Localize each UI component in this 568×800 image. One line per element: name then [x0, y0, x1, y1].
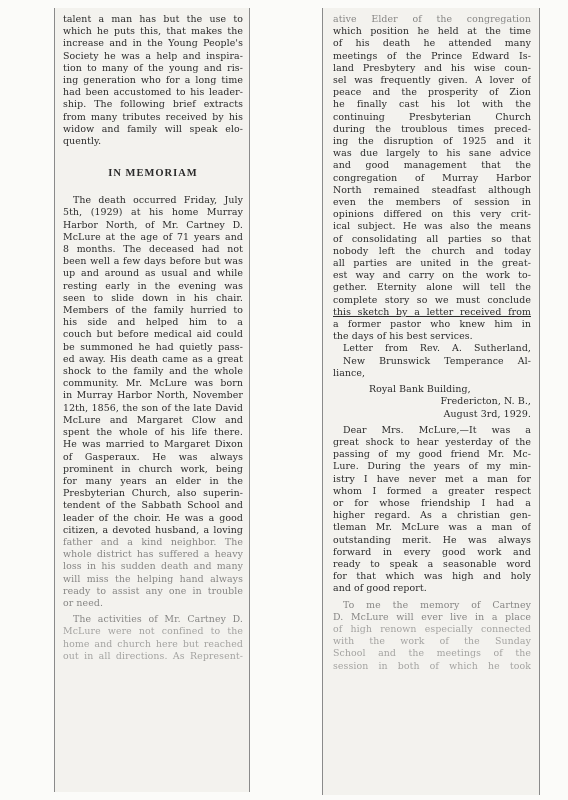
text-line: continuing Presbyterian Church [333, 111, 531, 123]
text-line: passing of my good friend Mr. Mc- [333, 449, 531, 461]
text-line: School and the meetings of the [333, 648, 531, 660]
activities-paragraph [63, 614, 243, 663]
text-line: from many tributes received by his [63, 111, 243, 123]
text-line: ed away. His death came as a great [63, 353, 243, 365]
text-line: To me the memory of Cartney [343, 599, 531, 611]
text-line: istry I have never met a man for [333, 473, 531, 485]
memory-paragraph [333, 600, 531, 673]
text-line: or need. [63, 597, 104, 609]
text-line: McLure at the age of 71 years and [63, 231, 243, 243]
text-line: even the members of session in [333, 197, 531, 209]
text-line: great shock to hear yesterday of the [333, 436, 531, 448]
text-line: North remained steadfast although [333, 184, 531, 196]
text-line: outstanding merit. He was always [333, 534, 531, 546]
text-line: whole district has suffered a heavy [63, 549, 243, 561]
text-line: widow and family will speak elo- [63, 123, 243, 135]
text-line: D. McLure will ever live in a place [333, 611, 531, 623]
text-line: forward in every good work and [333, 546, 531, 558]
text-line: and good management that the [333, 160, 531, 172]
text-line: father and a kind neighbor. The [63, 536, 243, 548]
text-line: shock to the family and the whole [63, 366, 243, 378]
text-line: and of good report. [333, 583, 427, 595]
text-line: of his death he attended many [333, 38, 531, 50]
text-line: Society he was a help and inspira- [63, 50, 243, 62]
text-line: of high renown especially connected [333, 623, 531, 635]
text-line: The activities of Mr. Cartney D. [73, 614, 243, 626]
text-line: Presbyterian Church, also superin- [63, 488, 243, 500]
text-line: prominent in church work, being [63, 463, 243, 475]
letter-intro [333, 343, 531, 380]
text-line: be summoned he had quietly pass- [63, 341, 243, 353]
text-line: tleman Mr. McLure was a man of [333, 522, 531, 534]
text-line: Letter from Rev. A. Sutherland, [343, 343, 531, 355]
text-line: McLure were not confined to the [63, 626, 243, 638]
text-line: Harbor North, of Mr. Cartney D. [63, 219, 243, 231]
text-line: peace and the prosperity of Zion [333, 87, 531, 99]
letter-address [333, 384, 531, 421]
right-column [322, 8, 540, 795]
text-line: he finally cast his lot with the [333, 99, 531, 111]
text-line: his side and helped him to a [63, 317, 243, 329]
text-line: ready to speak a seasonable word [333, 558, 531, 570]
text-line: this sketch by a letter received from [333, 306, 531, 318]
text-line: had been accustomed to his leader- [63, 87, 243, 99]
text-line: gether. Eternity alone will tell the [333, 282, 531, 294]
intro-paragraph [63, 14, 243, 148]
text-line: couch but before medical aid could [63, 329, 243, 341]
text-line: Dear Mrs. McLure,—It was a [343, 424, 531, 436]
text-line: resting early in the evening was [63, 280, 243, 292]
text-line: Members of the family hurried to [63, 305, 243, 317]
elder-paragraph [333, 14, 531, 343]
text-line: for that which was high and holy [333, 571, 531, 583]
text-line: citizen, a devoted husband, a loving [63, 524, 243, 536]
text-line: all parties are united in the great- [333, 258, 531, 270]
text-line: spent the whole of his life there. [63, 427, 243, 439]
text-line: est way and carry on the work to- [333, 270, 531, 282]
text-line: tendent of the Sabbath School and [63, 500, 243, 512]
text-line: loss in his sudden death and many [63, 561, 243, 573]
text-line: leader of the choir. He was a good [63, 512, 243, 524]
text-line: in Murray Harbor North, November [63, 390, 243, 402]
text-line: a former pastor who knew him in [333, 319, 531, 331]
text-line: New Brunswick Temperance Al- [343, 355, 531, 367]
text-line: nobody left the church and today [333, 245, 531, 257]
text-line: liance, [333, 367, 366, 379]
text-line: was due largely to his sane advice [333, 148, 531, 160]
letter-body [333, 425, 531, 596]
text-line: talent a man has but the use to [63, 14, 243, 25]
text-line: ship. The following brief extracts [63, 99, 243, 111]
text-line: opinions differed on this very crit- [333, 209, 531, 221]
text-line: increase and in the Young People's [63, 38, 243, 50]
address-line: Royal Bank Building, [369, 384, 471, 396]
text-line: up and around as usual and while [63, 268, 243, 280]
text-line: congregation of Murray Harbor [333, 172, 531, 184]
text-line: meetings of the Prince Edward Is- [333, 50, 531, 62]
text-line: 5th, (1929) at his home Murray [63, 207, 243, 219]
text-line: been well a few days before but was [63, 256, 243, 268]
text-line: higher regard. As a christian gen- [333, 510, 531, 522]
text-line: which position he held at the time [333, 26, 531, 38]
text-line: land Presbytery and his wise coun- [333, 62, 531, 74]
text-line: whom I formed a greater respect [333, 485, 531, 497]
text-line: quently. [63, 136, 102, 148]
obituary-paragraph [63, 195, 243, 610]
text-line: community. Mr. McLure was born [63, 378, 243, 390]
text-line: during the troublous times preced- [333, 123, 531, 135]
text-line: of Gasperaux. He was always [63, 451, 243, 463]
text-line: or for whose friendship I had a [333, 497, 531, 509]
text-line: 8 months. The deceased had not [63, 244, 243, 256]
text-line: Lure. During the years of my min- [333, 461, 531, 473]
text-line: for many years an elder in the [63, 475, 243, 487]
text-line: with the work of the Sunday [333, 636, 531, 648]
text-line: home and church here but reached [63, 638, 243, 650]
text-line: will miss the helping hand always [63, 573, 243, 585]
text-line: of consolidating all parties so that [333, 233, 531, 245]
address-line: August 3rd, 1929. [443, 408, 531, 420]
text-line: He was married to Margaret Dixon [63, 439, 243, 451]
text-line: McLure and Margaret Clow and [63, 414, 243, 426]
text-line: which he puts this, that makes the [63, 26, 243, 38]
text-line: the days of his best services. [333, 331, 473, 343]
text-line: out in all directions. As Represent- [63, 650, 243, 662]
left-column [54, 8, 250, 792]
text-line: ready to assist any one in trouble [63, 585, 243, 597]
text-line: The death occurred Friday, July [73, 195, 243, 207]
text-line: ing generation who for a long time [63, 75, 243, 87]
text-line: ative Elder of the congregation [333, 14, 531, 25]
address-line: Fredericton, N. B., [440, 396, 531, 408]
text-line: session in both of which he took [333, 660, 531, 672]
text-line: tion to many of the young and ris- [63, 62, 243, 74]
text-line: ical subject. He was also the means [333, 221, 531, 233]
text-line: 12th, 1856, the son of the late David [63, 402, 243, 414]
text-line: seen to slide down in his chair. [63, 292, 243, 304]
text-line: sel was frequently given. A lover of [333, 75, 531, 87]
text-line: complete story so we must conclude [333, 294, 531, 306]
section-heading: IN MEMORIAM [108, 168, 198, 180]
text-line: ing the disruption of 1925 and it [333, 136, 531, 148]
